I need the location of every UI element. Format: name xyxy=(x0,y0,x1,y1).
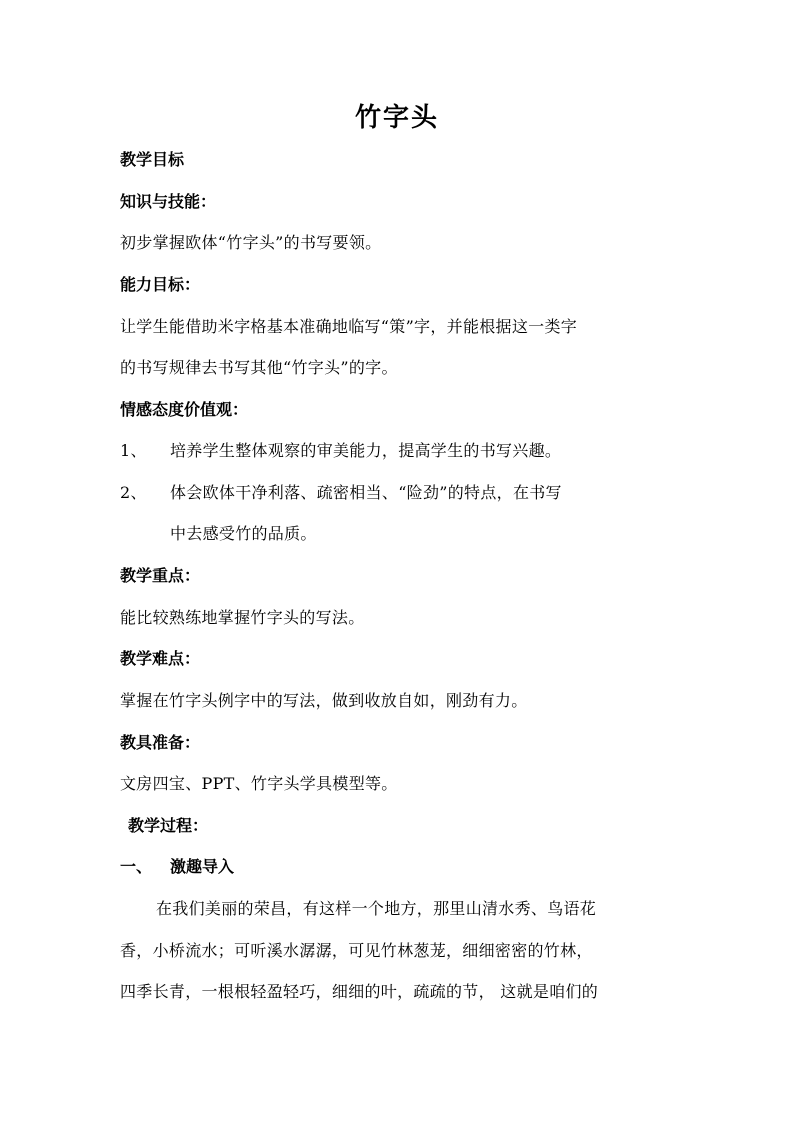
list-item-text: 培养学生整体观察的审美能力，提高学生的书写兴趣。 xyxy=(170,441,562,460)
section-1-heading xyxy=(120,855,234,879)
emotion-item-2-continuation: 中去感受竹的品质。 xyxy=(170,524,317,543)
objectives-heading: 教学目标 xyxy=(120,150,185,169)
difficulties-text: 掌握在竹字头例字中的写法，做到收放自如，刚劲有力。 xyxy=(120,691,528,710)
knowledge-heading: 知识与技能： xyxy=(120,192,217,211)
section-number: 一、 xyxy=(120,857,153,876)
knowledge-text: 初步掌握欧体“竹字头”的书写要领。 xyxy=(120,233,382,252)
materials-text: 文房四宝、PPT、竹字头学具模型等。 xyxy=(120,774,398,793)
key-points-text: 能比较熟练地掌握竹字头的写法。 xyxy=(120,608,365,627)
difficulties-heading: 教学难点： xyxy=(120,649,201,668)
emotion-item-2 xyxy=(120,481,562,505)
section-title: 激趣导入 xyxy=(170,857,235,876)
list-number: 2、 xyxy=(120,483,147,502)
ability-text-line-1: 让学生能借助米字格基本准确地临写“策”字，并能根据这一类字 xyxy=(120,317,578,336)
ability-heading: 能力目标： xyxy=(120,275,201,294)
intro-paragraph-line-3: 四季长青，一根根轻盈轻巧，细细的叶，疏疏的节， 这就是咱们的 xyxy=(120,982,599,1001)
list-number: 1、 xyxy=(120,441,147,460)
ability-text-line-2: 的书写规律去书写其他“竹字头”的字。 xyxy=(120,358,398,377)
page-title: 竹字头 xyxy=(354,103,439,133)
process-heading: 教学过程： xyxy=(128,816,209,835)
materials-heading: 教具准备： xyxy=(120,733,201,752)
intro-paragraph-line-2: 香，小桥流水；可听溪水潺潺，可见竹林葱茏，细细密密的竹林， xyxy=(120,941,593,960)
emotion-heading: 情感态度价值观： xyxy=(120,400,249,419)
list-item-text: 体会欧体干净利落、疏密相当、“险劲”的特点，在书写 xyxy=(170,483,562,502)
intro-paragraph-line-1: 在我们美丽的荣昌，有这样一个地方，那里山清水秀、鸟语花 xyxy=(156,899,597,918)
emotion-item-1 xyxy=(120,439,561,463)
key-points-heading: 教学重点： xyxy=(120,566,201,585)
